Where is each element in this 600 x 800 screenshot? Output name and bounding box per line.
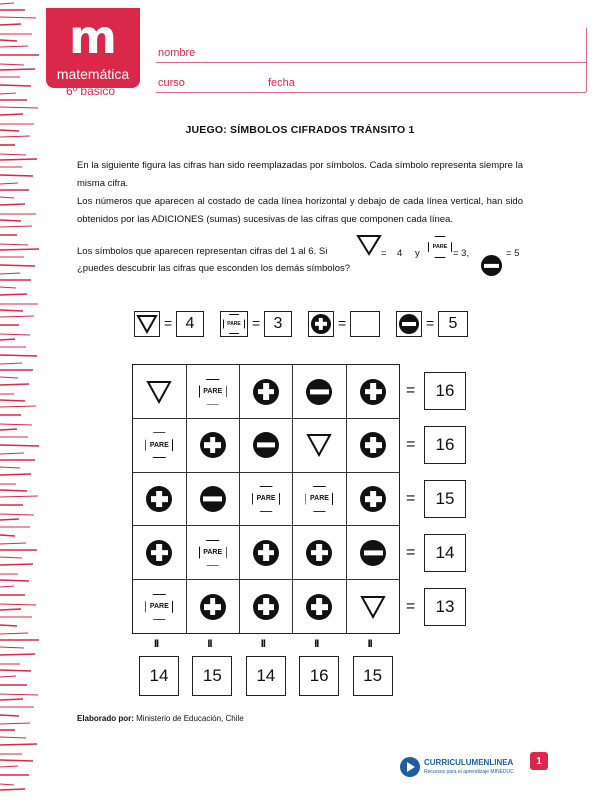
- grid-cell: [240, 365, 294, 419]
- decorative-stroke: [0, 294, 27, 295]
- row-equals: =: [406, 544, 416, 561]
- decorative-stroke: [0, 46, 28, 47]
- grid-cell: [133, 365, 187, 419]
- decorative-stroke: [0, 654, 35, 655]
- column-equals: II: [367, 638, 372, 650]
- decorative-stroke: [0, 723, 30, 724]
- triangle-icon: [136, 314, 158, 334]
- column-sum: 14: [139, 656, 179, 696]
- decorative-stroke: [0, 197, 14, 198]
- decorative-stroke: [0, 204, 25, 205]
- plus-icon: [306, 540, 332, 566]
- grid-cell: [186, 526, 240, 580]
- row-equals: =: [406, 598, 416, 615]
- instruction-p1: En la siguiente figura las cifras han sido reemplazadas por símbolos. Cada símbolo representa siempre la misma cifra.: [77, 160, 523, 189]
- minus-icon: [253, 432, 279, 458]
- pare-icon: PARE: [145, 432, 173, 458]
- decorative-stroke: [0, 467, 20, 468]
- plus-icon: [200, 432, 226, 458]
- decorative-stroke: [0, 273, 20, 274]
- decorative-stroke: [0, 85, 31, 86]
- grid-cell: [186, 580, 240, 634]
- legend-pare-box: [220, 311, 248, 337]
- decorative-stroke: [0, 490, 27, 491]
- footer-text: Ministerio de Educación, Chile: [136, 714, 244, 723]
- grid-cell: [347, 526, 401, 580]
- plus-icon: [311, 314, 331, 334]
- grid-cell: [240, 472, 294, 526]
- column-sum: 14: [246, 656, 286, 696]
- header-divider-2: [586, 62, 587, 92]
- minus-icon: [200, 486, 226, 512]
- legend-equals: =: [164, 315, 173, 331]
- decorative-stroke: [0, 265, 35, 266]
- p3-equals: =: [381, 248, 387, 259]
- decorative-stroke: [0, 424, 32, 425]
- row-sum: 15: [424, 480, 466, 518]
- plus-icon: [146, 540, 172, 566]
- pare-icon: PARE: [428, 236, 452, 258]
- plus-icon: [253, 540, 279, 566]
- decorative-stroke: [0, 226, 32, 227]
- legend-minus-value[interactable]: 5: [438, 311, 468, 337]
- decorative-stroke: [0, 339, 15, 340]
- decorative-stroke: [0, 316, 34, 317]
- plus-icon: [360, 379, 386, 405]
- fecha-label: fecha: [268, 77, 295, 89]
- grid-cell: [186, 419, 240, 473]
- nombre-label: nombre: [158, 47, 196, 59]
- decorative-stroke: [0, 220, 21, 221]
- page-title: JUEGO: SÍMBOLOS CIFRADOS TRÁNSITO 1: [185, 124, 415, 136]
- grid-cell: [133, 419, 187, 473]
- minus-icon: [360, 540, 386, 566]
- column-equals: II: [207, 638, 212, 650]
- decorative-stroke: [0, 789, 25, 790]
- grid-cell: [186, 365, 240, 419]
- decorative-stroke: [0, 183, 18, 184]
- grid-cell: [240, 526, 294, 580]
- instruction-p2: Los números que aparecen al costado de cada línea horizontal y debajo de cada línea vertical, han sido obtenidos por las ADICIONES (sumas) sucesivas de las cifras que componen cada línea.: [77, 196, 523, 225]
- p3-and: y: [415, 248, 420, 259]
- decorative-stroke: [0, 40, 17, 41]
- legend-minus-box: [396, 311, 422, 337]
- column-equals: II: [314, 638, 319, 650]
- decorative-stroke: [0, 154, 26, 155]
- decorative-stroke: [0, 535, 15, 536]
- curso-fecha-line[interactable]: [156, 92, 586, 93]
- decorative-stroke: [0, 429, 17, 430]
- pare-icon: PARE: [199, 379, 227, 405]
- column-equals: II: [154, 638, 159, 650]
- decorative-stroke: [0, 136, 30, 137]
- legend-equals: =: [252, 315, 261, 331]
- grid-cell: [347, 472, 401, 526]
- decorative-stroke: [0, 496, 38, 497]
- decorative-stroke: [0, 784, 14, 785]
- minus-icon: [399, 314, 419, 334]
- decorative-stroke: [0, 604, 36, 605]
- grid-cell: [293, 365, 347, 419]
- plus-icon: [200, 594, 226, 620]
- decorative-stroke: [0, 715, 19, 716]
- triangle-icon: [306, 433, 332, 457]
- decorative-border: [0, 0, 46, 800]
- column-sum: 16: [299, 656, 339, 696]
- brand-name: CURRICULUMENLINEA: [424, 758, 514, 767]
- row-sum: 16: [424, 372, 466, 410]
- legend-pare-value[interactable]: 3: [264, 311, 292, 337]
- plus-icon: [306, 594, 332, 620]
- decorative-stroke: [0, 670, 31, 671]
- pare-icon: PARE: [145, 594, 173, 620]
- row-equals: =: [406, 436, 416, 453]
- decorative-stroke: [0, 175, 33, 176]
- decorative-stroke: [0, 445, 39, 446]
- decorative-stroke: [0, 249, 39, 250]
- legend-plus-value[interactable]: [350, 311, 380, 337]
- minus-icon: [306, 379, 332, 405]
- decorative-stroke: [0, 564, 33, 565]
- plus-icon: [360, 486, 386, 512]
- header-divider: [586, 28, 587, 62]
- legend-equals: =: [338, 315, 347, 331]
- decorative-stroke: [0, 474, 31, 475]
- minus-icon: [481, 255, 502, 276]
- decorative-stroke: [0, 244, 28, 245]
- decorative-stroke: [0, 377, 18, 378]
- grid-cell: [293, 526, 347, 580]
- decorative-stroke: [0, 580, 29, 581]
- decorative-stroke: [0, 69, 35, 70]
- grid-cell: [186, 472, 240, 526]
- decorative-stroke: [0, 159, 37, 160]
- nombre-line[interactable]: [156, 62, 586, 63]
- logo-word: matemática: [56, 66, 130, 82]
- decorative-stroke: [0, 647, 24, 648]
- grade-label: 6º básico: [66, 84, 116, 98]
- decorative-stroke: [0, 737, 26, 738]
- triangle-icon: [146, 380, 172, 404]
- decorative-stroke: [0, 699, 23, 700]
- legend-plus-box: [308, 311, 334, 337]
- decorative-stroke: [0, 676, 16, 677]
- brand-sub: Recursos para el aprendizaje MINEDUC: [424, 769, 514, 775]
- pare-icon: PARE: [252, 486, 280, 512]
- decorative-stroke: [0, 355, 37, 356]
- pare-icon: PARE: [223, 314, 245, 334]
- curriculum-logo-icon: [400, 757, 420, 777]
- legend-equals: =: [426, 315, 435, 331]
- pare-icon: PARE: [305, 486, 333, 512]
- decorative-stroke: [0, 557, 22, 558]
- decorative-stroke: [0, 625, 17, 626]
- footer-credit: [77, 714, 244, 723]
- plus-icon: [146, 486, 172, 512]
- decorative-stroke: [0, 586, 14, 587]
- decorative-stroke: [0, 519, 19, 520]
- grid-cell: [347, 580, 401, 634]
- decorative-stroke: [0, 514, 34, 515]
- decorative-stroke: [0, 287, 16, 288]
- decorative-stroke: [0, 93, 16, 94]
- decorative-stroke: [0, 363, 22, 364]
- decorative-stroke: [0, 543, 26, 544]
- decorative-stroke: [0, 17, 36, 18]
- row-equals: =: [406, 490, 416, 507]
- pare-icon: PARE: [199, 540, 227, 566]
- decorative-stroke: [0, 384, 29, 385]
- column-sum: 15: [192, 656, 232, 696]
- grid-cell: [347, 365, 401, 419]
- decorative-stroke: [0, 453, 24, 454]
- page-number: 1: [530, 752, 548, 770]
- grid-cell: [133, 580, 187, 634]
- column-equals: II: [260, 638, 265, 650]
- decorative-stroke: [0, 406, 36, 407]
- p3-triangle-value: 4: [397, 248, 403, 259]
- decorative-stroke: [0, 694, 38, 695]
- triangle-icon: [360, 595, 386, 619]
- plus-icon: [253, 594, 279, 620]
- row-sum: 13: [424, 588, 466, 626]
- decorative-stroke: [0, 400, 25, 401]
- grid-cell: [293, 580, 347, 634]
- instruction-p3-a: Los símbolos que aparecen representan cifras del 1 al 6. Si: [77, 246, 328, 257]
- plus-icon: [253, 379, 279, 405]
- grid-cell: [293, 472, 347, 526]
- grid-cell: [347, 419, 401, 473]
- decorative-stroke: [0, 114, 23, 115]
- legend-triangle-box: [134, 311, 160, 337]
- p3-minus-value: = 5: [506, 248, 520, 259]
- p3-pare-value: = 3,: [453, 248, 470, 259]
- grid-cell: [293, 419, 347, 473]
- decorative-stroke: [0, 107, 38, 108]
- instruction-p4: ¿puedes descubrir las cifras que esconden los demás símbolos?: [77, 263, 351, 274]
- grid-cell: [133, 526, 187, 580]
- decorative-stroke: [0, 609, 21, 610]
- column-sum: 15: [353, 656, 393, 696]
- decorative-stroke: [0, 744, 37, 745]
- decorative-stroke: [0, 766, 18, 767]
- decorative-stroke: [0, 64, 24, 65]
- legend-triangle-value[interactable]: 4: [176, 311, 204, 337]
- plus-icon: [360, 432, 386, 458]
- decorative-stroke: [0, 760, 33, 761]
- footer-label: Elaborado por:: [77, 714, 134, 723]
- grid-cell: [133, 472, 187, 526]
- row-equals: =: [406, 382, 416, 399]
- decorative-stroke: [0, 310, 23, 311]
- decorative-stroke: [0, 633, 28, 634]
- grid-cell: [240, 419, 294, 473]
- logo-letter: m: [69, 10, 117, 64]
- triangle-icon: [356, 234, 382, 256]
- curso-label: curso: [158, 77, 185, 89]
- row-sum: 14: [424, 534, 466, 572]
- symbol-grid: [132, 364, 400, 634]
- row-sum: 16: [424, 426, 466, 464]
- decorative-stroke: [0, 24, 21, 25]
- decorative-stroke: [0, 334, 30, 335]
- decorative-stroke: [0, 3, 14, 4]
- grid-cell: [240, 580, 294, 634]
- matematica-logo: [46, 8, 140, 88]
